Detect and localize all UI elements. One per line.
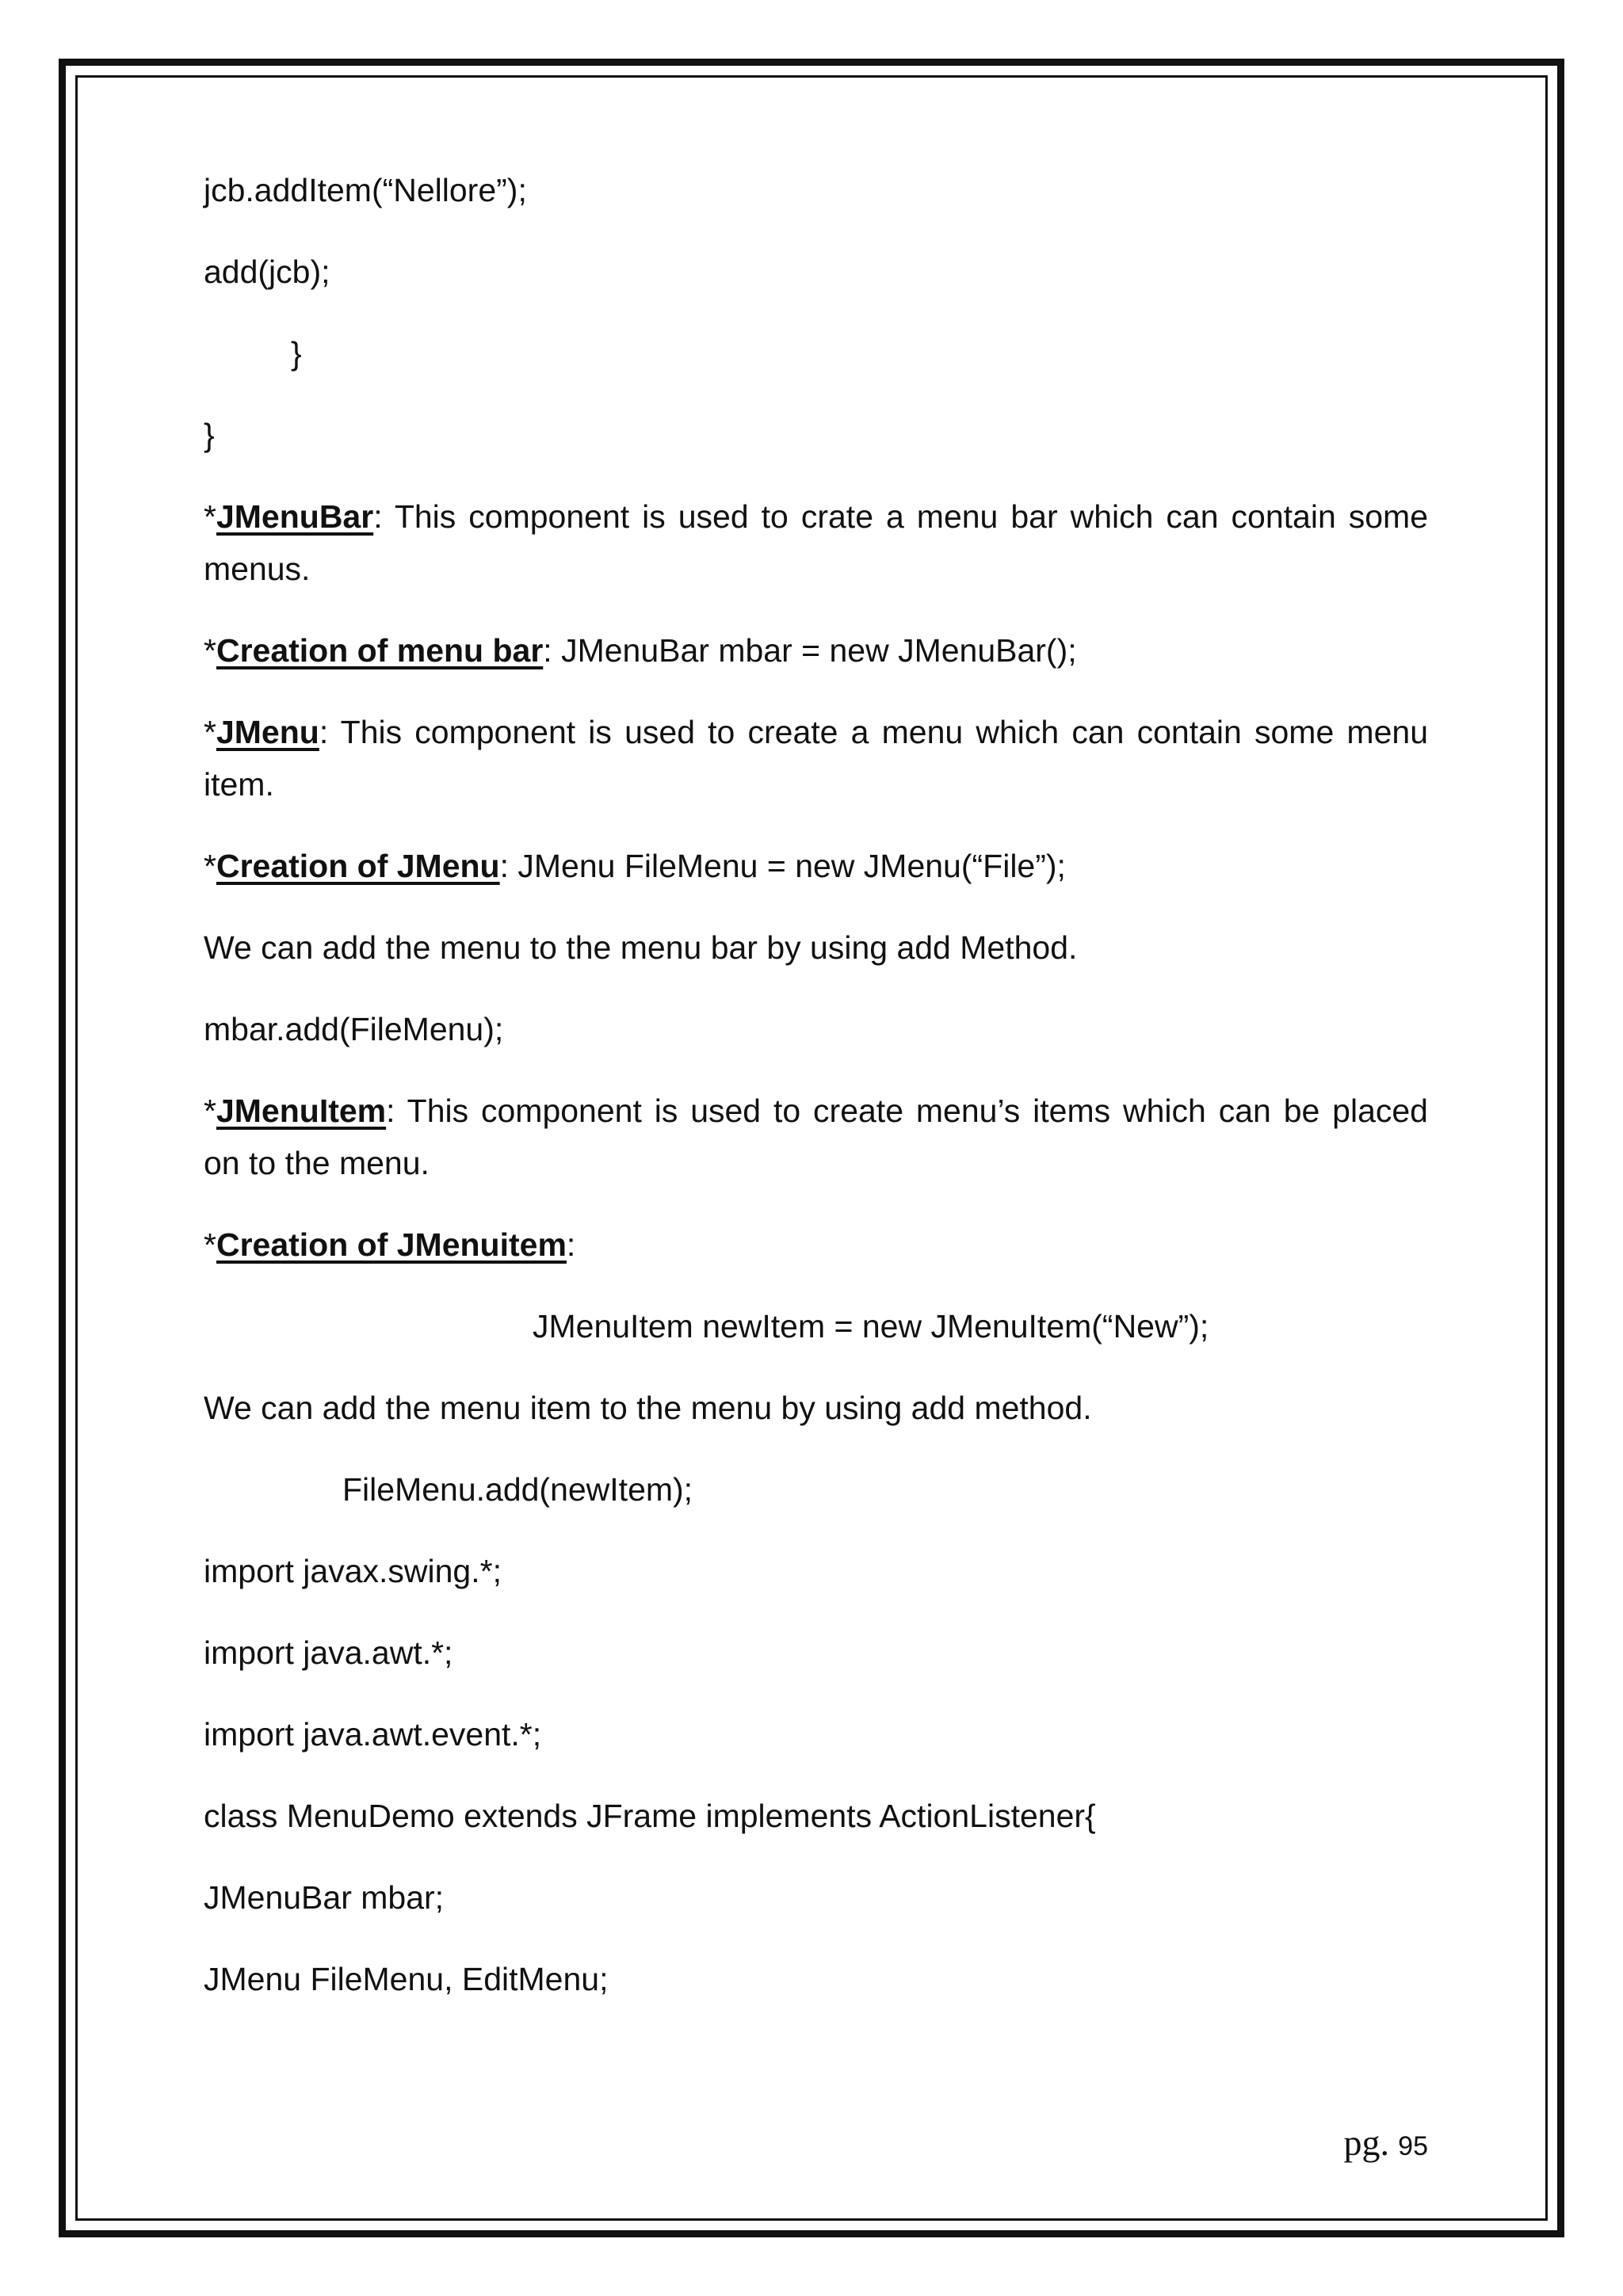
asterisk: * xyxy=(204,714,216,750)
definition-text: : This component is used to create menu’s items which can be placed on to the menu. xyxy=(204,1093,1428,1181)
code-line: import java.awt.event.*; xyxy=(204,1716,542,1753)
term-jmenubar: JMenuBar xyxy=(216,498,374,535)
code-line: add(jcb); xyxy=(204,254,330,290)
asterisk: * xyxy=(204,498,216,535)
definition-text: : This component is used to create a menu which can contain some menu item. xyxy=(204,714,1428,803)
page-number: 95 xyxy=(1398,2131,1428,2161)
asterisk: * xyxy=(204,1093,216,1129)
asterisk: * xyxy=(204,848,216,884)
page-content xyxy=(204,164,1428,2035)
code-line: import java.awt.*; xyxy=(204,1634,453,1671)
definition-jmenuitem xyxy=(204,1085,1428,1189)
definition-jmenu xyxy=(204,706,1428,810)
term-creation-jmenuitem: Creation of JMenuitem xyxy=(216,1226,567,1263)
code-line: } xyxy=(291,335,302,372)
term-creation-menubar: Creation of menu bar xyxy=(216,632,544,669)
term-jmenu: JMenu xyxy=(216,714,319,750)
creation-menubar xyxy=(204,624,1428,677)
code-line: } xyxy=(204,417,215,453)
code-line: JMenu FileMenu, EditMenu; xyxy=(204,1961,609,1997)
definition-text: : This component is used to crate a menu bar which can contain some menus. xyxy=(204,498,1428,587)
code-line: FileMenu.add(newItem); xyxy=(342,1471,693,1508)
term-jmenuitem: JMenuItem xyxy=(216,1093,387,1129)
code-line: jcb.addItem(“Nellore”); xyxy=(204,172,527,208)
asterisk: * xyxy=(204,632,216,669)
creation-text: : JMenu FileMenu = new JMenu(“File”); xyxy=(499,848,1066,884)
page-footer xyxy=(1344,2119,1428,2170)
page-label: pg. xyxy=(1343,2122,1390,2163)
code-line: mbar.add(FileMenu); xyxy=(204,1011,504,1047)
code-line: JMenuItem newItem = new JMenuItem(“New”); xyxy=(533,1308,1209,1344)
code-line: class MenuDemo extends JFrame implements ActionListener{ xyxy=(204,1798,1096,1834)
body-text: We can add the menu item to the menu by using add method. xyxy=(204,1390,1092,1426)
body-text: We can add the menu to the menu bar by using add Method. xyxy=(204,929,1078,966)
creation-text: : JMenuBar mbar = new JMenuBar(); xyxy=(543,632,1077,669)
code-line: JMenuBar mbar; xyxy=(204,1879,445,1916)
creation-jmenuitem xyxy=(204,1219,1428,1271)
creation-text: : xyxy=(566,1226,576,1263)
asterisk: * xyxy=(204,1226,216,1263)
creation-jmenu xyxy=(204,840,1428,892)
definition-jmenubar xyxy=(204,490,1428,595)
term-creation-jmenu: Creation of JMenu xyxy=(216,848,500,884)
code-line: import javax.swing.*; xyxy=(204,1553,502,1589)
